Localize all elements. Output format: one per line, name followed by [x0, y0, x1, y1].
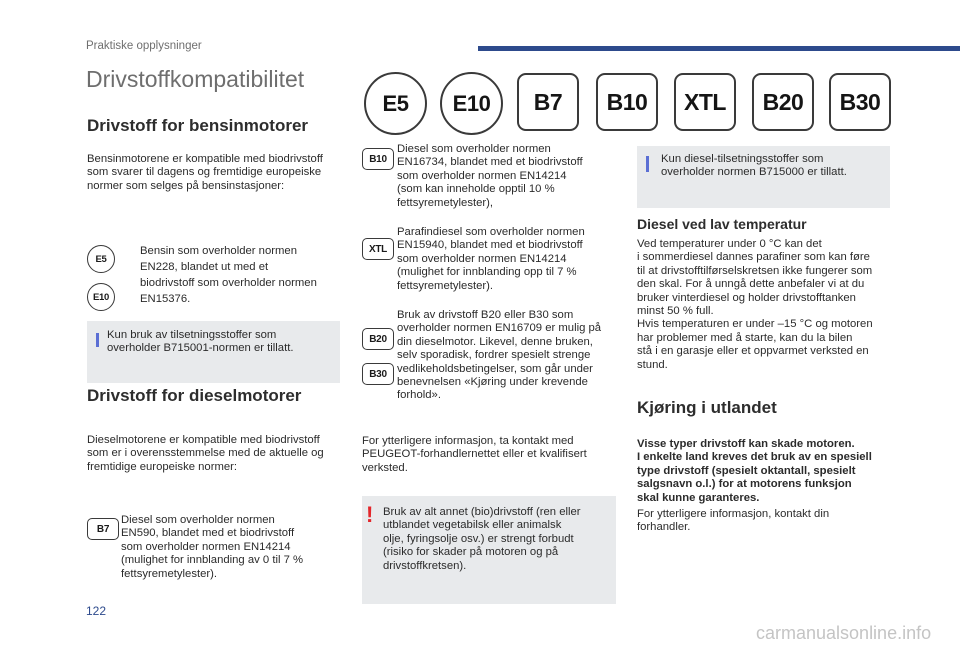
badge-e5: E5	[87, 245, 115, 273]
badge-b7-large: B7	[517, 73, 579, 131]
petrol-note-box	[87, 321, 340, 383]
section-bar	[478, 46, 960, 51]
diesel-intro: Dieselmotorene er kompatible med biodrivstoff som er i overensstemmelse med de aktuelle og fremtidige europeiske normer:	[87, 434, 324, 473]
info-icon	[96, 333, 99, 347]
badge-b20: B20	[362, 328, 394, 350]
petrol-heading: Drivstoff for bensinmotorer	[87, 116, 309, 135]
diesel-note: Kun diesel-tilsetningsstoffer som overholder normen B715000 er tillatt.	[661, 153, 847, 179]
info-icon	[646, 156, 649, 172]
petrol-intro: Bensinmotorene er kompatible med biodrivstoff som svarer til dagens og fremtidige europeiske normer som selges på bensinstasjoner:	[87, 153, 323, 192]
page-number: 122	[86, 604, 107, 618]
warning-icon: !	[366, 502, 374, 527]
badge-xtl-large: XTL	[674, 73, 736, 131]
badge-e5-large: E5	[364, 72, 427, 135]
warning-text: Bruk av alt annet (bio)drivstoff (ren eller utblandet vegetabilsk eller animalsk olje, fyringsolje osv.) er strengt forbudt (risiko for skader på motoren og på drivstoffkretsen).	[383, 506, 581, 572]
badge-b20-large: B20	[752, 73, 814, 131]
diesel-b20-text: Bruk av drivstoff B20 eller B30 som overholder normen EN16709 er mulig på din dieselmotor. Likevel, denne bruken, selv sporadisk, fordrer spesielt strenge vedlikeholdsbetingelser, som går under benevnelsen «Kjøring under krevende forhold».	[397, 309, 602, 402]
petrol-e-text: Bensin som overholder normen EN228, blandet ut med et biodrivstoff som overholder normen EN15376.	[140, 245, 317, 305]
badge-xtl: XTL	[362, 238, 394, 260]
badge-b30-large: B30	[829, 73, 891, 131]
diesel-b7-text: Diesel som overholder normen EN590, blandet med et biodrivstoff som overholder normen EN14214 (mulighet for innblanding av 0 til 7 % fettsyremetylester).	[121, 514, 304, 580]
petrol-note: Kun bruk av tilsetningsstoffer som overholder B715001-normen er tillatt.	[107, 329, 294, 355]
abroad-heading: Kjøring i utlandet	[637, 398, 777, 417]
badge-e10: E10	[87, 283, 115, 311]
badge-b30: B30	[362, 363, 394, 385]
warning-box	[362, 496, 616, 604]
section-title: Praktiske opplysninger	[86, 40, 202, 52]
diesel-xtl-text: Parafindiesel som overholder normen EN15940, blandet med et biodrivstoff som overholder normen EN14214 (mulighet for innblanding opp til 7 % fettsyremetylester).	[397, 226, 585, 292]
badge-e10-large: E10	[440, 72, 503, 135]
abroad-text: For ytterligere informasjon, kontakt din forhandler.	[637, 508, 830, 534]
badge-b7: B7	[87, 518, 119, 540]
low-temp-heading: Diesel ved lav temperatur	[637, 216, 807, 232]
diesel-note-box	[637, 146, 890, 208]
diesel-b10-text: Diesel som overholder normen EN16734, blandet med et biodrivstoff som overholder normen EN14214 (som kan inneholde opptil 10 % fettsyremetylester),	[397, 143, 583, 209]
badge-b10-large: B10	[596, 73, 658, 131]
watermark: carmanualsonline.info	[756, 623, 932, 643]
diesel-more-info: For ytterligere informasjon, ta kontakt med PEUGEOT-forhandlernettet eller et kvalifisert verksted.	[362, 435, 587, 474]
abroad-bold-text: Visse typer drivstoff kan skade motoren. I enkelte land kreves det bruk av en spesiell type drivstoff (spesielt oktantall, spesielt salgsnavn o.l.) for at motorens funksjon skal kunne garanteres.	[637, 438, 872, 504]
page-title: Drivstoffkompatibilitet	[86, 66, 305, 92]
badge-b10: B10	[362, 148, 394, 170]
low-temp-text: Ved temperaturer under 0 °C kan det i sommerdiesel dannes parafiner som kan føre til at drivstofftilførselskretsen ikke fungerer som den skal. For å unngå dette anbefaler vi at du bruker vinterdiesel og holder drivstofftanken minst 50 % full. Hvis temperaturen er under –15 °C og motoren har problemer med å starte, kan du la bilen stå i en garasje eller et oppvarmet verksted en stund.	[637, 238, 873, 371]
diesel-heading: Drivstoff for dieselmotorer	[87, 386, 302, 405]
